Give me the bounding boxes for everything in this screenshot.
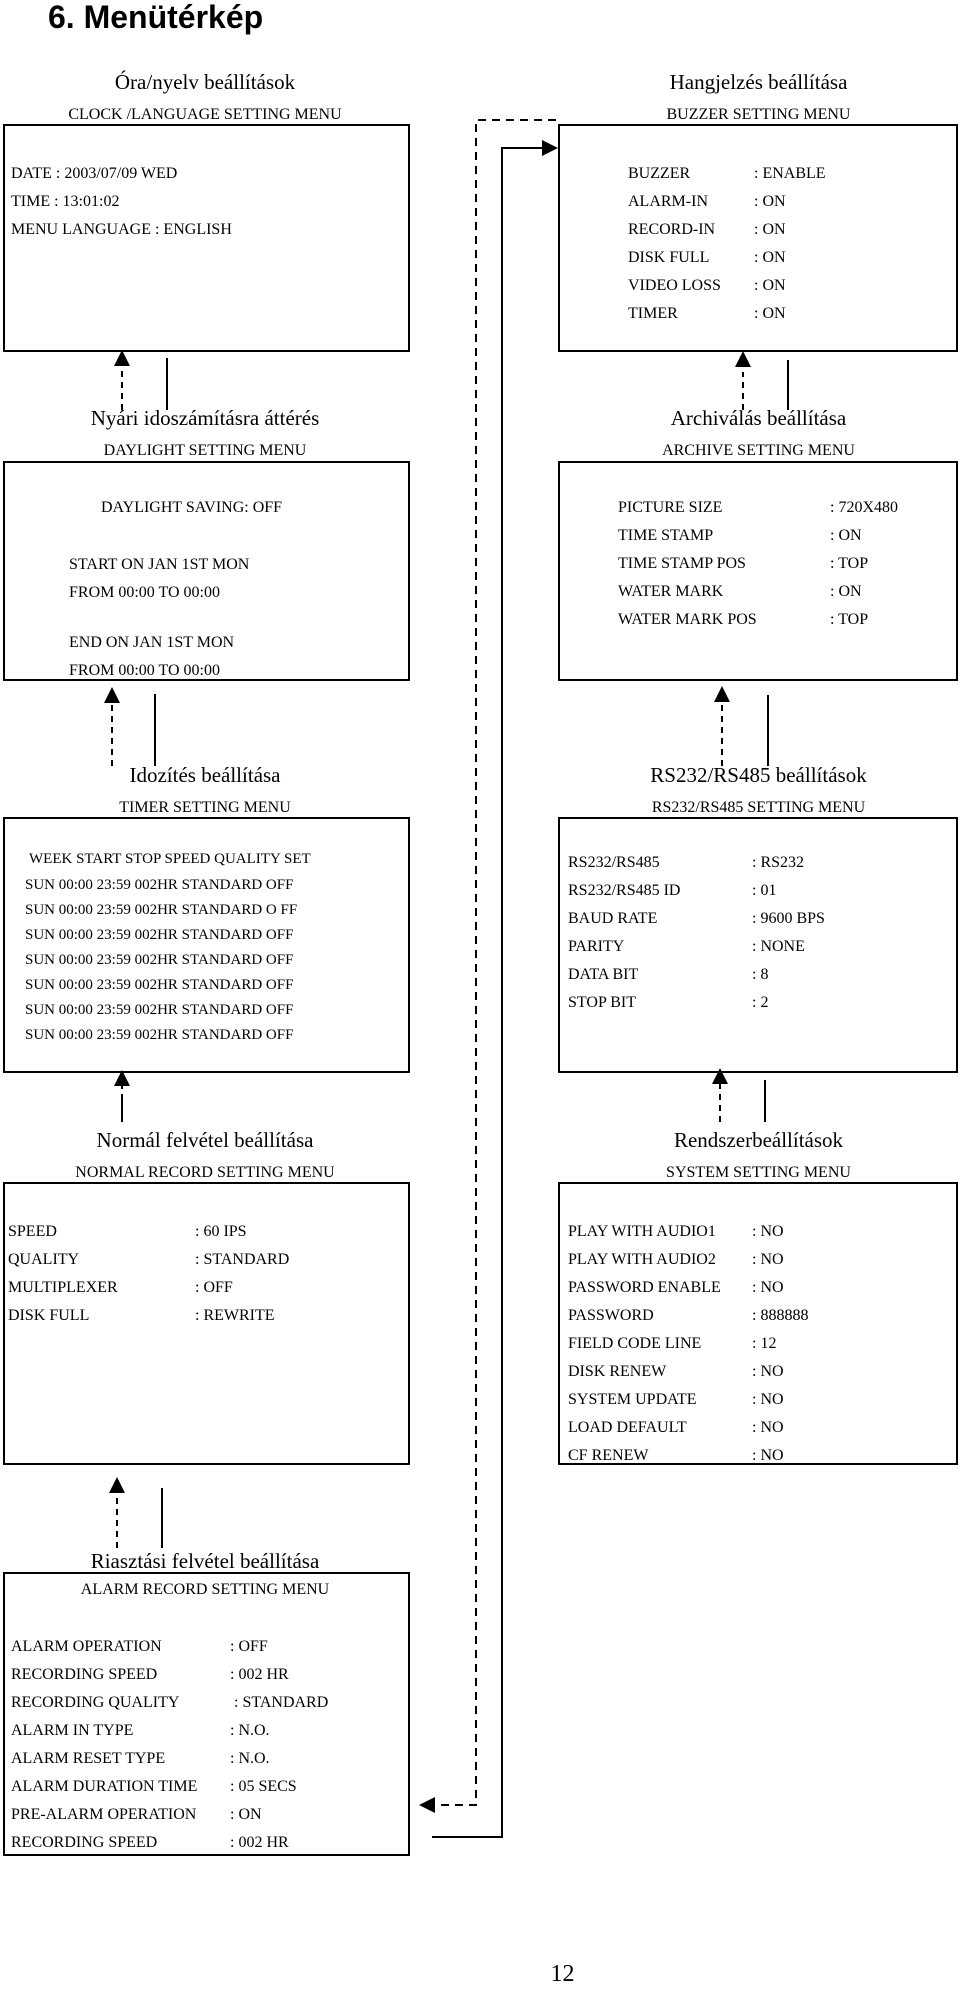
disk-full-value: : REWRITE: [195, 1307, 275, 1324]
quality-label: QUALITY: [8, 1251, 80, 1268]
pre-alarm-operation-value: : ON: [230, 1806, 262, 1823]
data-bit-label: DATA BIT: [568, 966, 639, 983]
clock-language-menu: [3, 124, 410, 352]
arrowhead-up-clock: [114, 350, 130, 366]
daylight-start-time-row: FROM 00:00 TO 00:00: [69, 584, 220, 601]
daylight-menu-subtitle: DAYLIGHT SETTING MENU: [103, 442, 307, 459]
pre-alarm-operation-label: PRE-ALARM OPERATION: [11, 1806, 197, 1823]
system-update-value: : NO: [752, 1391, 784, 1408]
time-stamp-label: TIME STAMP: [618, 527, 714, 544]
arrowhead-left-alarm: [419, 1797, 435, 1813]
load-default-label: LOAD DEFAULT: [568, 1419, 687, 1436]
page-number: 12: [550, 1961, 575, 1987]
arrowhead-up-normal: [109, 1477, 125, 1493]
password-enable-label: PASSWORD ENABLE: [568, 1279, 721, 1296]
clock-language-row: MENU LANGUAGE : ENGLISH: [11, 221, 232, 238]
timer-value: : ON: [754, 305, 786, 322]
recording-speed-2-value: : 002 HR: [230, 1834, 289, 1851]
rs232-id-label: RS232/RS485 ID: [568, 882, 681, 899]
load-default-value: : NO: [752, 1419, 784, 1436]
picture-size-label: PICTURE SIZE: [618, 499, 723, 516]
buzzer-menu-subtitle: BUZZER SETTING MENU: [666, 106, 851, 123]
play-audio2-value: : NO: [752, 1251, 784, 1268]
buzzer-menu-title: Hangjelzés beállítása: [669, 70, 848, 94]
arrowhead-up-daylight: [104, 687, 120, 703]
timer-row: SUN 00:00 23:59 002HR STANDARD OFF: [25, 877, 294, 893]
timer-row: SUN 00:00 23:59 002HR STANDARD OFF: [25, 927, 294, 943]
daylight-end-time-row: FROM 00:00 TO 00:00: [69, 662, 220, 679]
stop-bit-value: : 2: [752, 994, 769, 1011]
recording-speed-value: : 002 HR: [230, 1666, 289, 1683]
cf-renew-value: : NO: [752, 1447, 784, 1464]
connector-alarm-buzzer-solid: [432, 148, 545, 1837]
play-audio2-label: PLAY WITH AUDIO2: [568, 1251, 716, 1268]
multiplexer-label: MULTIPLEXER: [8, 1279, 118, 1296]
alarm-reset-type-label: ALARM RESET TYPE: [11, 1750, 166, 1767]
water-mark-label: WATER MARK: [618, 583, 724, 600]
rs232-menu: [558, 817, 958, 1073]
alarm-operation-value: : OFF: [230, 1638, 268, 1655]
alarm-record-menu: [3, 1572, 410, 1856]
system-menu: [558, 1182, 958, 1465]
normal-record-menu-subtitle: NORMAL RECORD SETTING MENU: [75, 1164, 335, 1181]
daylight-menu-title: Nyári idoszámításra áttérés: [90, 406, 320, 430]
alarm-operation-label: ALARM OPERATION: [11, 1638, 162, 1655]
field-code-line-label: FIELD CODE LINE: [568, 1335, 702, 1352]
time-stamp-pos-label: TIME STAMP POS: [618, 555, 746, 572]
buzzer-value: : ENABLE: [754, 165, 826, 182]
buzzer-menu: [558, 124, 958, 352]
alarm-in-type-value: : N.O.: [230, 1722, 270, 1739]
daylight-start-row: START ON JAN 1ST MON: [69, 556, 250, 573]
multiplexer-value: : OFF: [195, 1279, 233, 1296]
quality-value: : STANDARD: [195, 1251, 290, 1268]
system-menu-subtitle: SYSTEM SETTING MENU: [666, 1164, 851, 1181]
page-heading: 6. Menütérkép: [48, 0, 264, 35]
water-mark-pos-label: WATER MARK POS: [618, 611, 757, 628]
arrowhead-up-archive: [714, 686, 730, 702]
speed-value: : 60 IPS: [195, 1223, 247, 1240]
alarm-in-value: : ON: [754, 193, 786, 210]
alarm-in-type-label: ALARM IN TYPE: [11, 1722, 134, 1739]
timer-row: SUN 00:00 23:59 002HR STANDARD OFF: [25, 952, 294, 968]
daylight-end-row: END ON JAN 1ST MON: [69, 634, 235, 651]
connector-buzzer-alarm-dashed: [432, 120, 556, 1805]
password-value: : 888888: [752, 1307, 809, 1324]
baud-rate-value: : 9600 BPS: [752, 910, 825, 927]
play-audio1-value: : NO: [752, 1223, 784, 1240]
disk-full-label: DISK FULL: [628, 249, 710, 266]
normal-record-menu-title: Normál felvétel beállítása: [96, 1128, 314, 1152]
recording-quality-label: RECORDING QUALITY: [11, 1694, 180, 1711]
archive-menu-subtitle: ARCHIVE SETTING MENU: [662, 442, 855, 459]
disk-renew-label: DISK RENEW: [568, 1363, 667, 1380]
video-loss-label: VIDEO LOSS: [628, 277, 721, 294]
timer-row: SUN 00:00 23:59 002HR STANDARD OFF: [25, 1002, 294, 1018]
cf-renew-label: CF RENEW: [568, 1447, 649, 1464]
arrowhead-up-buzzer: [735, 351, 751, 367]
password-enable-value: : NO: [752, 1279, 784, 1296]
water-mark-value: : ON: [830, 583, 862, 600]
timer-row: SUN 00:00 23:59 002HR STANDARD O FF: [25, 902, 298, 918]
timer-row: SUN 00:00 23:59 002HR STANDARD OFF: [25, 1027, 294, 1043]
arrowhead-right-buzzer: [542, 140, 558, 156]
data-bit-value: : 8: [752, 966, 769, 983]
alarm-duration-value: : 05 SECS: [230, 1778, 297, 1795]
water-mark-pos-value: : TOP: [830, 611, 869, 628]
record-in-label: RECORD-IN: [628, 221, 716, 238]
clock-menu-subtitle: CLOCK /LANGUAGE SETTING MENU: [68, 106, 342, 123]
baud-rate-label: BAUD RATE: [568, 910, 658, 927]
timer-label: TIMER: [628, 305, 678, 322]
alarm-duration-label: ALARM DURATION TIME: [11, 1778, 198, 1795]
record-in-value: : ON: [754, 221, 786, 238]
recording-speed-label: RECORDING SPEED: [11, 1666, 158, 1683]
rs232-mode-label: RS232/RS485: [568, 854, 660, 871]
time-stamp-pos-value: : TOP: [830, 555, 869, 572]
daylight-menu: [3, 461, 410, 681]
clock-menu-title: Óra/nyelv beállítások: [114, 70, 296, 94]
system-menu-title: Rendszerbeállítások: [673, 1128, 844, 1152]
disk-full-label: DISK FULL: [8, 1307, 90, 1324]
alarm-record-menu-title: Riasztási felvétel beállítása: [90, 1549, 320, 1573]
video-loss-value: : ON: [754, 277, 786, 294]
alarm-in-label: ALARM-IN: [628, 193, 708, 210]
picture-size-value: : 720X480: [830, 499, 898, 516]
recording-quality-value: : STANDARD: [234, 1694, 329, 1711]
normal-record-menu: [3, 1182, 410, 1465]
alarm-record-menu-subtitle: ALARM RECORD SETTING MENU: [80, 1581, 330, 1598]
clock-time-row: TIME : 13:01:02: [11, 193, 120, 210]
timer-menu-subtitle: TIMER SETTING MENU: [119, 799, 291, 816]
time-stamp-value: : ON: [830, 527, 862, 544]
buzzer-label: BUZZER: [628, 165, 691, 182]
archive-menu: [558, 461, 958, 681]
rs232-menu-subtitle: RS232/RS485 SETTING MENU: [651, 799, 866, 816]
rs232-id-value: : 01: [752, 882, 777, 899]
password-label: PASSWORD: [568, 1307, 654, 1324]
timer-menu-title: Idozítés beállítása: [129, 763, 281, 787]
rs232-menu-title: RS232/RS485 beállítások: [650, 763, 867, 787]
rs232-mode-value: : RS232: [752, 854, 805, 871]
system-update-label: SYSTEM UPDATE: [568, 1391, 697, 1408]
archive-menu-title: Archiválás beállítása: [670, 406, 847, 430]
timer-table-header: WEEK START STOP SPEED QUALITY SET: [29, 851, 311, 867]
disk-full-value: : ON: [754, 249, 786, 266]
parity-value: : NONE: [752, 938, 805, 955]
field-code-line-value: : 12: [752, 1335, 777, 1352]
timer-menu: [3, 817, 410, 1073]
parity-label: PARITY: [568, 938, 625, 955]
alarm-reset-type-value: : N.O.: [230, 1750, 270, 1767]
stop-bit-label: STOP BIT: [568, 994, 637, 1011]
timer-row: SUN 00:00 23:59 002HR STANDARD OFF: [25, 977, 294, 993]
clock-date-row: DATE : 2003/07/09 WED: [11, 165, 178, 182]
speed-label: SPEED: [8, 1223, 57, 1240]
play-audio1-label: PLAY WITH AUDIO1: [568, 1223, 716, 1240]
disk-renew-value: : NO: [752, 1363, 784, 1380]
recording-speed-2-label: RECORDING SPEED: [11, 1834, 158, 1851]
daylight-saving-row: DAYLIGHT SAVING: OFF: [101, 499, 283, 516]
